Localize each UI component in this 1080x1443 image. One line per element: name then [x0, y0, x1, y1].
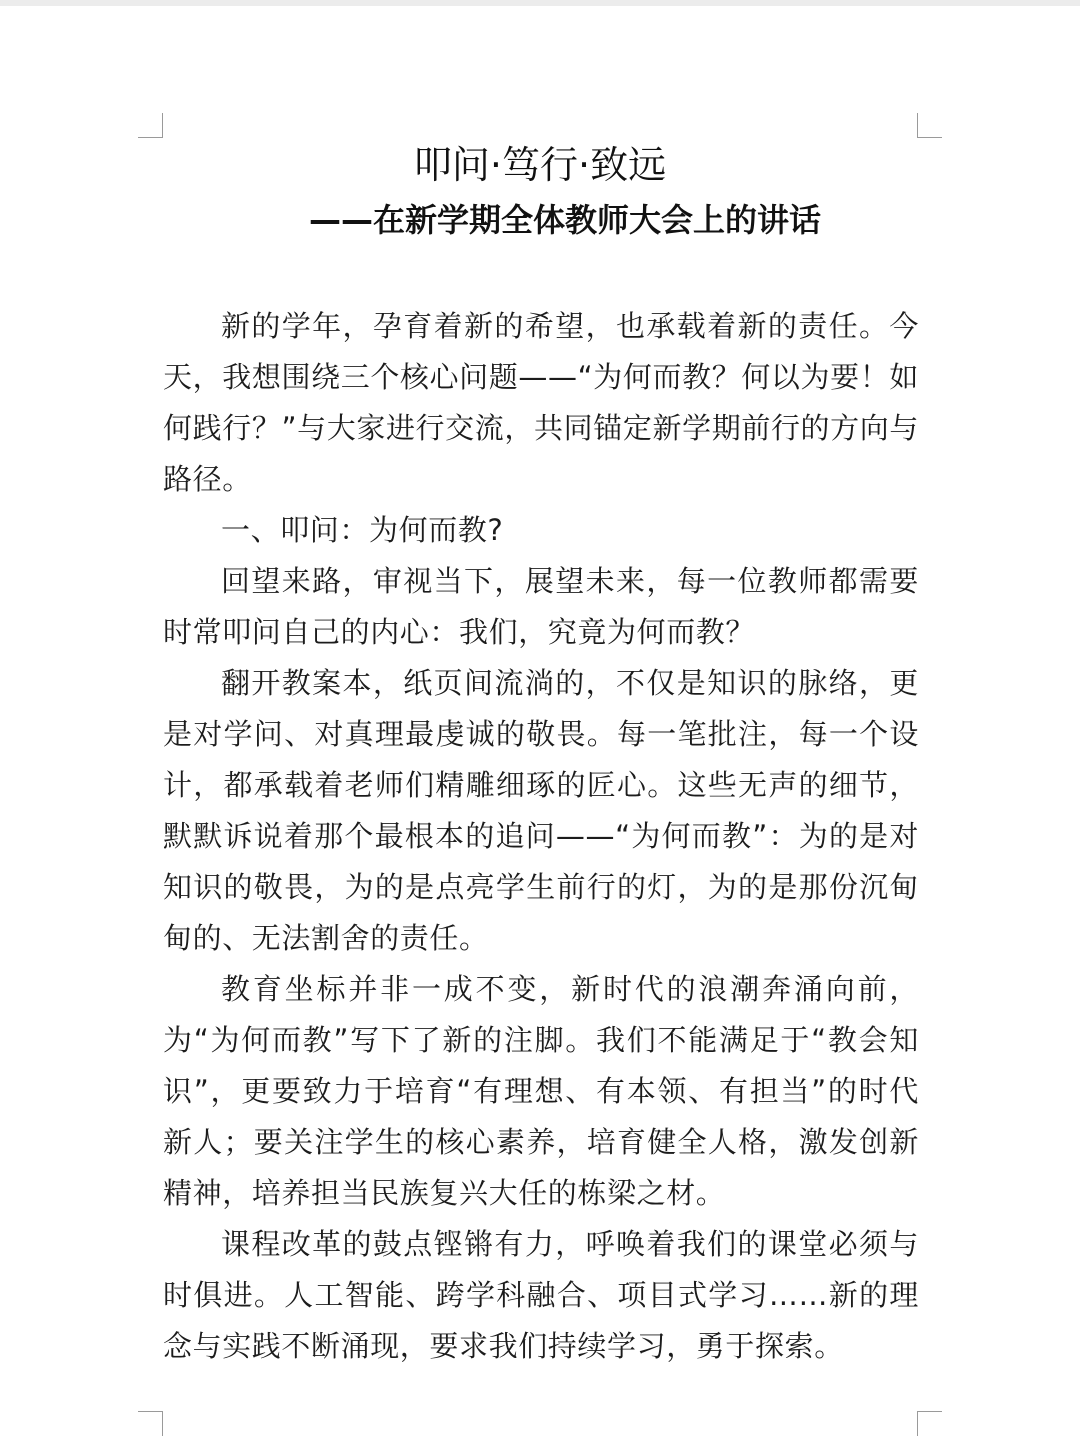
paragraph-curriculum-reform: 课程改革的鼓点铿锵有力，呼唤着我们的课堂必须与时俱进。人工智能、跨学科融合、项目式学习……新的理念与实践不断涌现，要求我们持续学习，勇于探索。 — [163, 1227, 919, 1363]
paragraph-lesson-plan: 翻开教案本，纸页间流淌的，不仅是知识的脉络，更是对学问、对真理最虔诚的敬畏。每一笔批注，每一个设计，都承载着老师们精雕细琢的匠心。这些无声的细节，默默诉说着那个最根本的追问——“为何而教”：为的是对知识的敬畏，为的是点亮学生前行的灯，为的是那份沉甸甸的、无法割舍的责任。 — [163, 666, 919, 955]
crop-mark-bottom-left — [138, 1411, 163, 1436]
document-body — [163, 301, 919, 1372]
document-subtitle: ——在新学期全体教师大会上的讲话 — [308, 201, 821, 239]
paragraph-intro: 新的学年，孕育着新的希望，也承载着新的责任。今天，我想围绕三个核心问题——“为何而教？何以为要！如何践行？”与大家进行交流，共同锚定新学期前行的方向与路径。 — [163, 309, 919, 496]
section-heading-1: 一、叩问：为何而教? — [221, 513, 504, 547]
crop-mark-top-right — [917, 113, 942, 138]
paragraph-reflection: 回望来路，审视当下，展望未来，每一位教师都需要时常叩问自己的内心：我们，究竟为何而教？ — [163, 564, 919, 649]
top-divider-strip — [0, 0, 1080, 6]
document-title: 叩问·笃行·致远 — [413, 143, 667, 187]
crop-mark-bottom-right — [917, 1411, 942, 1436]
paragraph-new-era: 教育坐标并非一成不变，新时代的浪潮奔涌向前，为“为何而教”写下了新的注脚。我们不能满足于“教会知识”，更要致力于培育“有理想、有本领、有担当”的时代新人；要关注学生的核心素养，培育健全人格，激发创新精神，培养担当民族复兴大任的栋梁之材。 — [163, 972, 919, 1210]
crop-mark-top-left — [138, 113, 163, 138]
